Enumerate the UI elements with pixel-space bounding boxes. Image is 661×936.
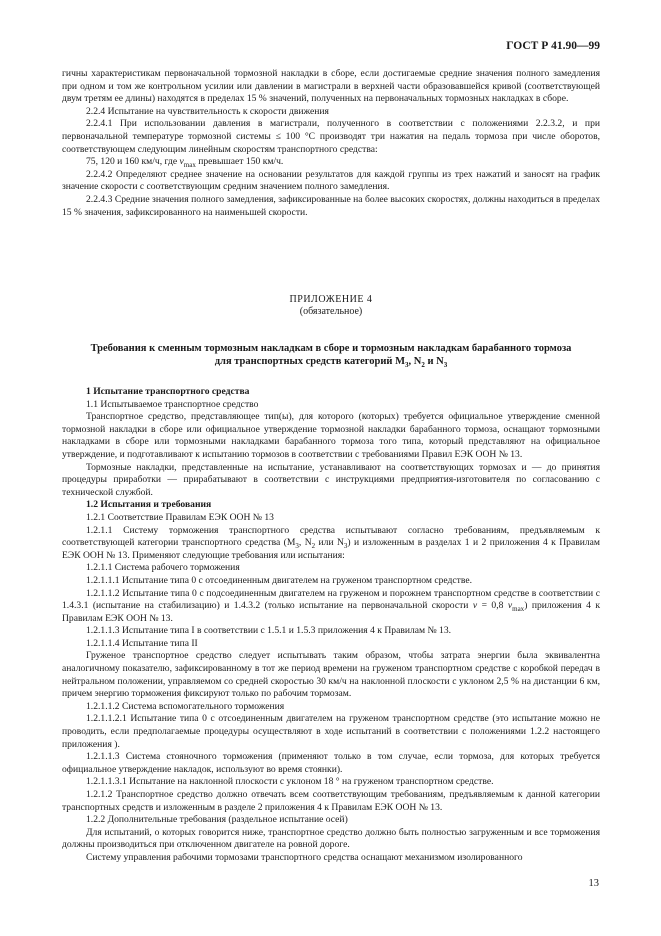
paragraph: 1.2.1.1.3 Испытание типа I в соответствии с 1.5.1 и 1.5.3 приложения 4 к Правилам № 13. [86,625,452,637]
paragraph: 2.2.4.2 Определяют среднее значение на основании результатов для каждой группы из трех нажатий и заносят на график значение скорости с соответствующим средним значением полного замедления. [62,168,600,193]
paragraph: 1.2.1.2 Транспортное средство должно отвечать всем соответствующим требованиям, предъявляемым к данной категории транспортных средств и изложенным в разделе 2 приложения 4 к Правилам ЕЭК ООН № 13. [62,789,600,813]
paragraph: Груженое транспортное средство следует испытывать таким образом, чтобы затрата энергии была эквивалентна аналогичному показателю, зафиксированному в тот же период времени на груженом транспортном средстве с коробкой передач в нейтральном положении, управляемом со средней скоростью 30 км/ч на наклонной плоскости с уклоном 2,5 % на дистанции 6 км, причем энергию торможения фиксируют только по рабочим тормозам. [62,650,600,700]
top-section [62,68,600,219]
appendix-body [62,386,600,865]
paragraph: 1.2.1.1 Систему торможения транспортного средства испытывают согласно требованиям, предъявляемым к соответствующей категории транспортного средства ($M_3$, $N_2$ или $N_3$) и изложенным в разделах 1 и 2 приложения 4 к Правилам ЕЭК ООН № 13. Применяют следующие требования или испытания: [62,524,600,561]
paragraph: Для испытаний, о которых говорится ниже, транспортное средство должно быть полностью загруженным и все торможения должны производиться при отключенном двигателе на ровной дороге. [62,826,600,851]
paragraph: 1.2.1.1.1 Испытание типа 0 с отсоединенным двигателем на груженом транспортном средстве. [86,574,472,586]
paragraph: 1.2.1.1.3.1 Испытание на наклонной плоскости с уклоном 18 ° на груженом транспортном средстве. [86,776,494,788]
section-heading: 1.2 Испытания и требования [86,499,212,511]
title-line-2: для транспортных средств категорий $M_3$, $N_2$ и $N_3$ [214,356,448,370]
title-line-1: Требования к сменным тормозным накладкам в сборе и тормозным накладкам барабанного тормоза [90,343,572,354]
appendix-label: ПРИЛОЖЕНИЕ 4 [289,294,373,305]
paragraph: Транспортное средство, представляющее тип(ы), для которого (которых) требуется официальное утверждение сменной тормозной накладки в сборе или официальное утверждение тормозной накладки барабанного тормоза, оснащают тормозными накладками в сборе или тормозными накладками барабанного тормоза того типа, который представляют на официальное утверждение, и подготавливают к испытанию тормозов в соответствии с требованиями Правил ЕЭК ООН № 13. [62,411,600,460]
paragraph: 1.2.1.1.2 Система вспомогательного торможения [86,700,285,712]
paragraph: 1.2.1.1.3 Система стояночного торможения (применяют только в том случае, если тормоза, для которых требуется официальное утверждение накладок, используют во время стоянки). [62,751,600,775]
paragraph: 1.2.1.1 Система рабочего торможения [86,562,240,574]
paragraph: 2.2.4 Испытание на чувствительность к скорости движения [86,105,329,117]
speeds-line: 75, 120 и 160 км/ч, где $v_{max}$ превышает 150 км/ч. [86,156,284,170]
page-number: 13 [588,878,599,889]
paragraph: 2.2.4.3 Средние значения полного замедления, зафиксированные на более высоких скоростях, должны находиться в пределах 15 % значения, зафиксированного на наименьшей скорости. [62,193,600,218]
appendix-heading [62,294,600,318]
paragraph: 1.1 Испытываемое транспортное средство [86,398,259,410]
appendix-title [62,342,600,368]
paragraph: 1.2.1.1.2 Испытание типа 0 с подсоединенным двигателем на груженом и порожнем транспортном средстве в соответствии с 1.4.3.1 (испытание на стабилизацию) и 1.4.3.2 (только испытание на первоначальной скорости v = 0,8 $v_{max}$) приложения 4 к Правилам ЕЭК ООН № 13. [62,587,601,624]
appendix-status: (обязательное) [299,306,363,317]
section-heading: 1 Испытание транспортного средства [86,386,250,397]
paragraph: Тормозные накладки, представленные на испытание, устанавливают на соответствующих тормозах и — до принятия процедуры приработки — прирабатывают в соответствии с инструкциями предприятия-изготовителя по согласованию с технической службой. [62,461,600,498]
paragraph: Систему управления рабочими тормозами транспортного средства оснащают механизмом изолированного [86,851,523,863]
paragraph: гичны характеристикам первоначальной тормозной накладки в сборе, если достигаемые средние значения полного замедления при одном и том же контрольном усилии или давлении в магистрали в верхней части образовавшейся кривой (соответствующей двум третям ее длины) находятся в пределах 15 % значений, полученных на первоначальных тормозных накладках в сборе. [62,68,600,105]
paragraph: 1.2.1.1.2.1 Испытание типа 0 с отсоединенным двигателем на груженом транспортном средстве (это испытание можно не проводить, если предполагаемые процедуры осуществляют в ходе испытаний в соответствии с положениями 1.2.2 настоящего приложения ). [62,713,600,750]
document-header: ГОСТ Р 41.90—99 [506,40,600,52]
paragraph: 1.2.1.1.4 Испытание типа II [86,637,198,649]
paragraph: 1.2.1 Соответствие Правилам ЕЭК ООН № 13 [86,511,274,523]
paragraph: 1.2.2 Дополнительные требования (раздельное испытание осей) [86,814,348,826]
paragraph: 2.2.4.1 При использовании давления в магистрали, полученного в соответствии с положениями 2.2.3.2, и при первоначальной температуре тормозной системы ≤ 100 °С производят три нажатия на педаль тормоза при числе оборотов, соответствующем следующим линейным скоростям транспортного средства: [62,118,600,155]
